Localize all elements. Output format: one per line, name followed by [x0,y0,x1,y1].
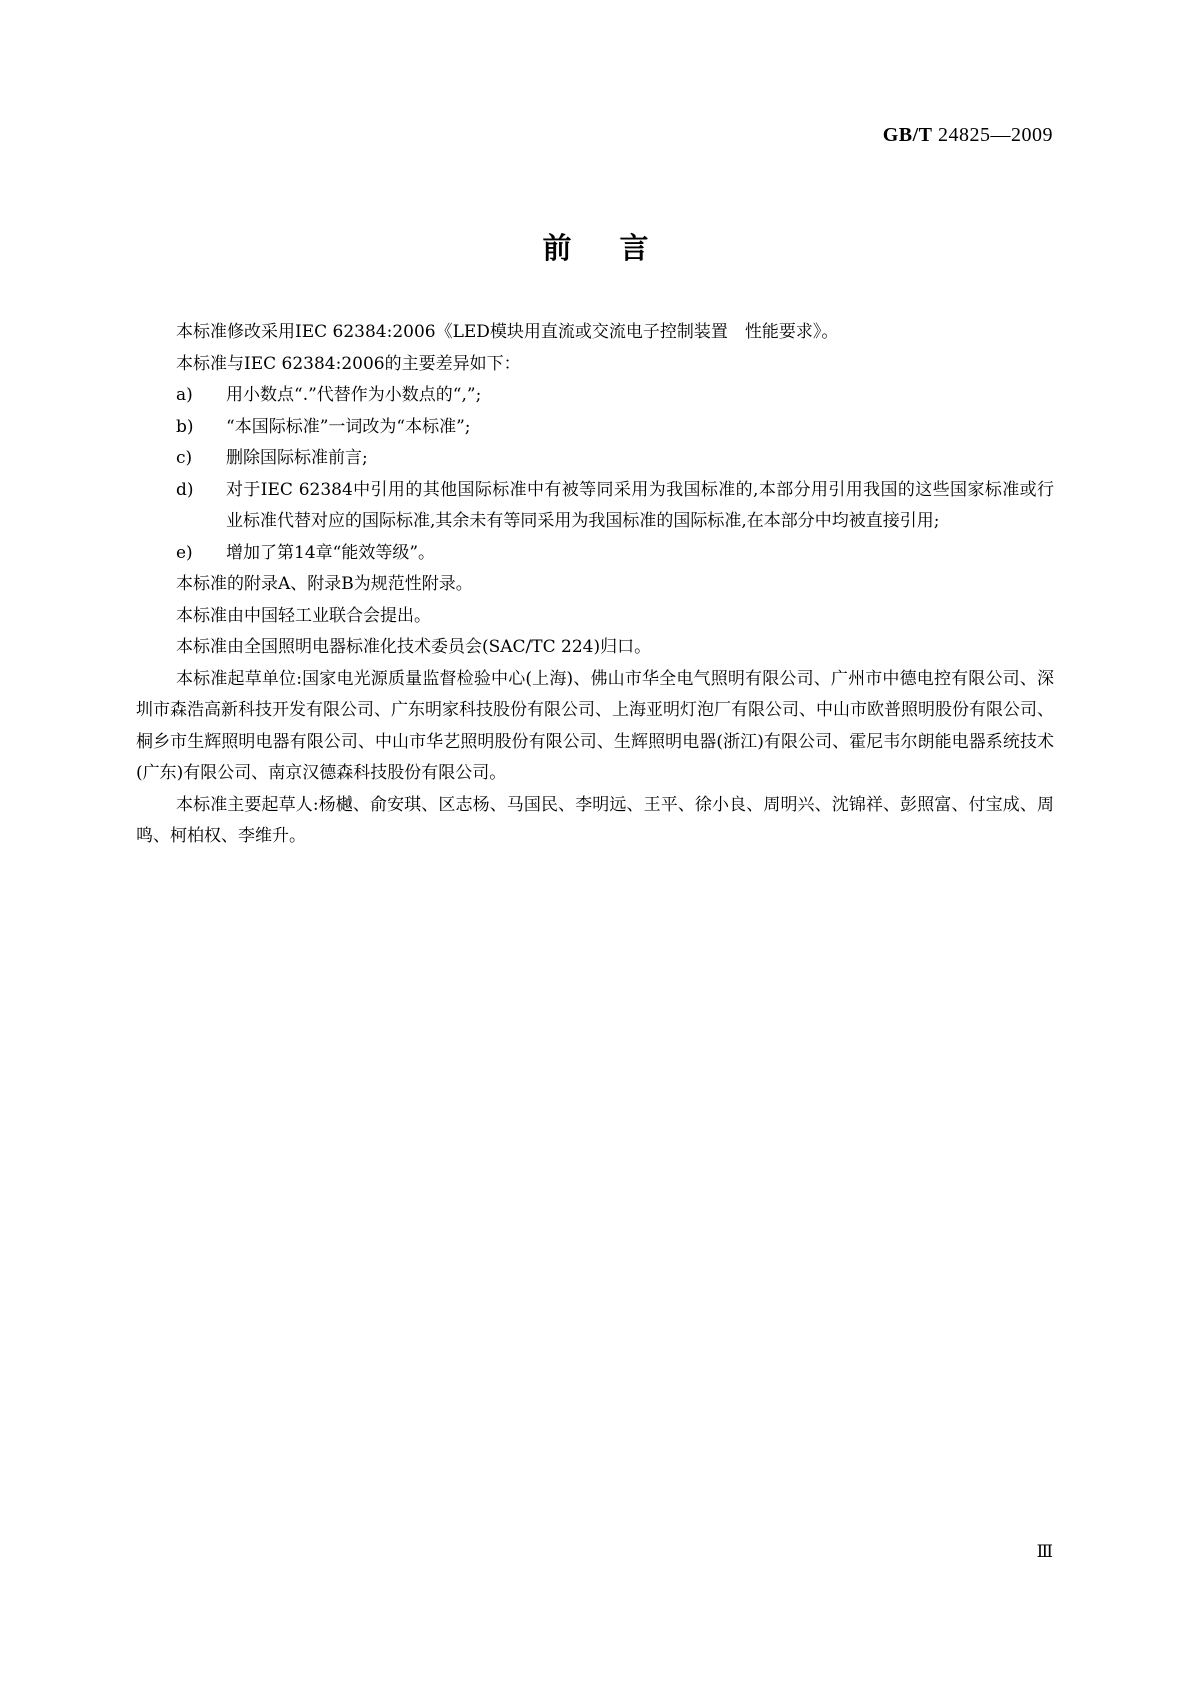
paragraph-differences-intro: 本标准与IEC 62384:2006的主要差异如下： [176,353,521,374]
list-item [136,443,1054,475]
page-title: 前言 [542,231,697,265]
paragraph-committee: 本标准由全国照明电器标准化技术委员会(SAC/TC 224)归口。 [176,637,652,657]
list-item [136,412,1054,444]
list-marker: b) [176,416,194,437]
paragraph-drafters: 本标准主要起草人:杨樾、俞安琪、区志杨、马国民、李明远、王平、徐小良、周明兴、沈锦祥、彭照富、付宝成、周鸣、柯柏权、李维升。 [136,794,1054,846]
paragraph-proposer: 本标准由中国轻工业联合会提出。 [176,605,431,626]
paragraph-annexes: 本标准的附录A、附录B为规范性附录。 [176,574,473,594]
page-number: Ⅲ [1036,1542,1053,1561]
list-item [136,380,1054,412]
list-marker: d) [176,479,194,500]
list-marker: a) [176,385,193,405]
standard-code [883,124,1053,147]
list-item [136,538,1054,570]
paragraph-adoption: 本标准修改采用IEC 62384:2006《LED模块用直流或交流电子控制装置 性能要求》。 [176,322,839,342]
list-text: 对于IEC 62384中引用的其他国际标准中有被等同采用为我国标准的,本部分用引用我国的这些国家标准或行业标准代替对应的国际标准,其余未有等同采用为我国标准的国际标准,在本部分中均被直接引用; [226,479,1054,531]
document-body [136,317,1054,853]
list-text: 用小数点“.”代替作为小数点的“,”; [226,385,482,405]
list-marker: e) [176,542,193,563]
list-item [136,475,1054,538]
list-text: “本国际标准”一词改为“本标准”; [226,416,471,437]
list-marker: c) [176,448,193,468]
list-text: 删除国际标准前言; [226,448,368,468]
standard-number: 24825—2009 [938,124,1053,146]
list-text: 增加了第14章“能效等级”。 [226,542,436,563]
paragraph-drafting-units: 本标准起草单位:国家电光源质量监督检验中心(上海)、佛山市华全电气照明有限公司、广州市中德电控有限公司、深圳市森浩高新科技开发有限公司、广东明家科技股份有限公司、上海亚明灯泡厂有限公司、中山市欧普照明股份有限公司、桐乡市生辉照明电器有限公司、中山市华艺照明股份有限公司、生辉照明电器(浙江)有限公司、霍尼韦尔朗能电器系统技术(广东)有限公司、南京汉德森科技股份有限公司。 [136,668,1054,783]
standard-prefix: GB/T [882,124,933,146]
